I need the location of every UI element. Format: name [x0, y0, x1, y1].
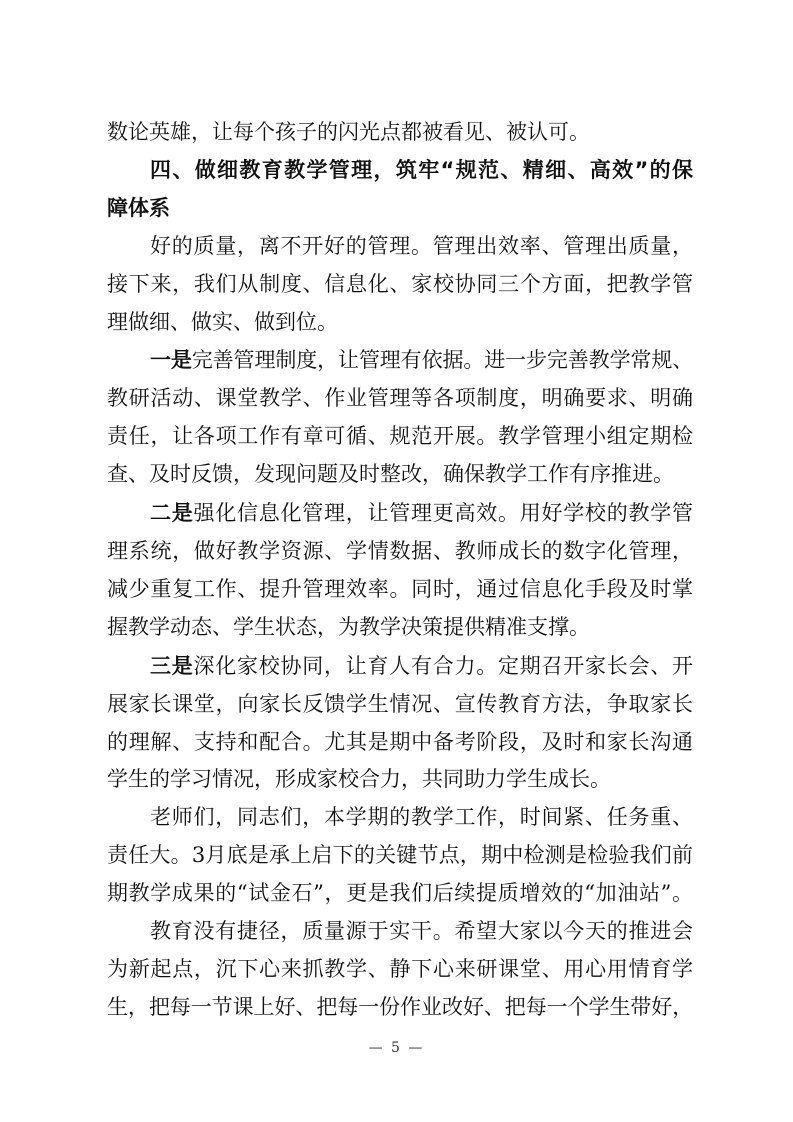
text-line — [107, 989, 693, 1027]
line-text: 数论英雄，让每个孩子的闪光点都被看见、被认可。 — [107, 120, 590, 144]
text-line — [107, 228, 693, 266]
text-line — [107, 456, 693, 494]
text-line — [107, 913, 693, 951]
text-line — [107, 686, 693, 724]
text-line — [107, 837, 693, 875]
text-line — [107, 571, 693, 609]
text-line — [107, 266, 693, 304]
text-line — [107, 380, 693, 418]
text-line — [107, 114, 693, 152]
line-text: 教研活动、课堂教学、作业管理等各项制度，明确要求、明确 — [107, 386, 693, 411]
line-text: 完善管理制度，让管理有依据。进一步完善教学常规、 — [191, 348, 693, 373]
line-text: 好的质量，离不开好的管理。管理出效率、管理出质量， — [150, 233, 693, 258]
text-line — [107, 761, 693, 799]
line-text: 的理解、支持和配合。尤其是期中备考阶段，及时和家长沟通 — [107, 729, 693, 754]
text-line — [107, 304, 693, 342]
section-heading-line — [107, 152, 693, 190]
line-text: 理系统，做好教学资源、学情数据、教师成长的数字化管理， — [107, 538, 693, 563]
section-heading-line — [107, 190, 693, 228]
bold-lead: 一是 — [150, 347, 192, 373]
line-text: 教育没有捷径，质量源于实干。希望大家以今天的推进会 — [150, 919, 693, 944]
document-body — [107, 114, 693, 1027]
text-line — [107, 647, 693, 686]
line-text: 握教学动态、学生状态，为教学决策提供精准支撑。 — [107, 614, 590, 639]
line-text: 减少重复工作、提升管理效率。同时，通过信息化手段及时掌 — [107, 576, 693, 601]
line-text: 学生的学习情况，形成家校合力，共同助力学生成长。 — [107, 767, 611, 792]
line-text: 理做细、做实、做到位。 — [107, 309, 338, 334]
text-line — [107, 951, 693, 989]
line-text: 老师们，同志们，本学期的教学工作，时间紧、任务重、 — [150, 805, 693, 830]
text-line — [107, 724, 693, 762]
bold-lead: 三是 — [150, 652, 194, 678]
text-line — [107, 799, 693, 837]
text-line — [107, 609, 693, 647]
text-line — [107, 494, 693, 533]
text-line — [107, 875, 693, 913]
bold-lead: 二是 — [150, 500, 194, 526]
line-text: 障体系 — [107, 195, 170, 220]
text-line — [107, 418, 693, 456]
text-line — [107, 533, 693, 571]
line-text: 查、及时反馈，发现问题及时整改，确保教学工作有序推进。 — [107, 462, 674, 487]
line-text: 期教学成果的“试金石”，更是我们后续提质增效的“加油站”。 — [107, 881, 693, 906]
line-text: 接下来，我们从制度、信息化、家校协同三个方面，把教学管 — [107, 271, 693, 296]
line-text: 生，把每一节课上好、把每一份作业改好、把每一个学生带好， — [107, 994, 693, 1019]
page-number: — 5 — — [368, 1040, 425, 1056]
line-text: 责任大。3月底是承上启下的关键节点，期中检测是检验我们前 — [107, 843, 693, 868]
line-text: 四、做细教育教学管理，筑牢“规范、精细、高效”的保 — [150, 157, 693, 182]
line-text: 展家长课堂，向家长反馈学生情况、宣传教育方法，争取家长 — [107, 691, 693, 716]
text-line — [107, 341, 693, 380]
line-text: 强化信息化管理，让管理更高效。用好学校的教学管 — [193, 501, 693, 526]
line-text: 责任，让各项工作有章可循、规范开展。教学管理小组定期检 — [107, 424, 693, 449]
line-text: 为新起点，沉下心来抓教学、静下心来研课堂、用心用情育学 — [107, 956, 693, 981]
line-text: 深化家校协同，让育人有合力。定期召开家长会、开 — [193, 653, 693, 678]
